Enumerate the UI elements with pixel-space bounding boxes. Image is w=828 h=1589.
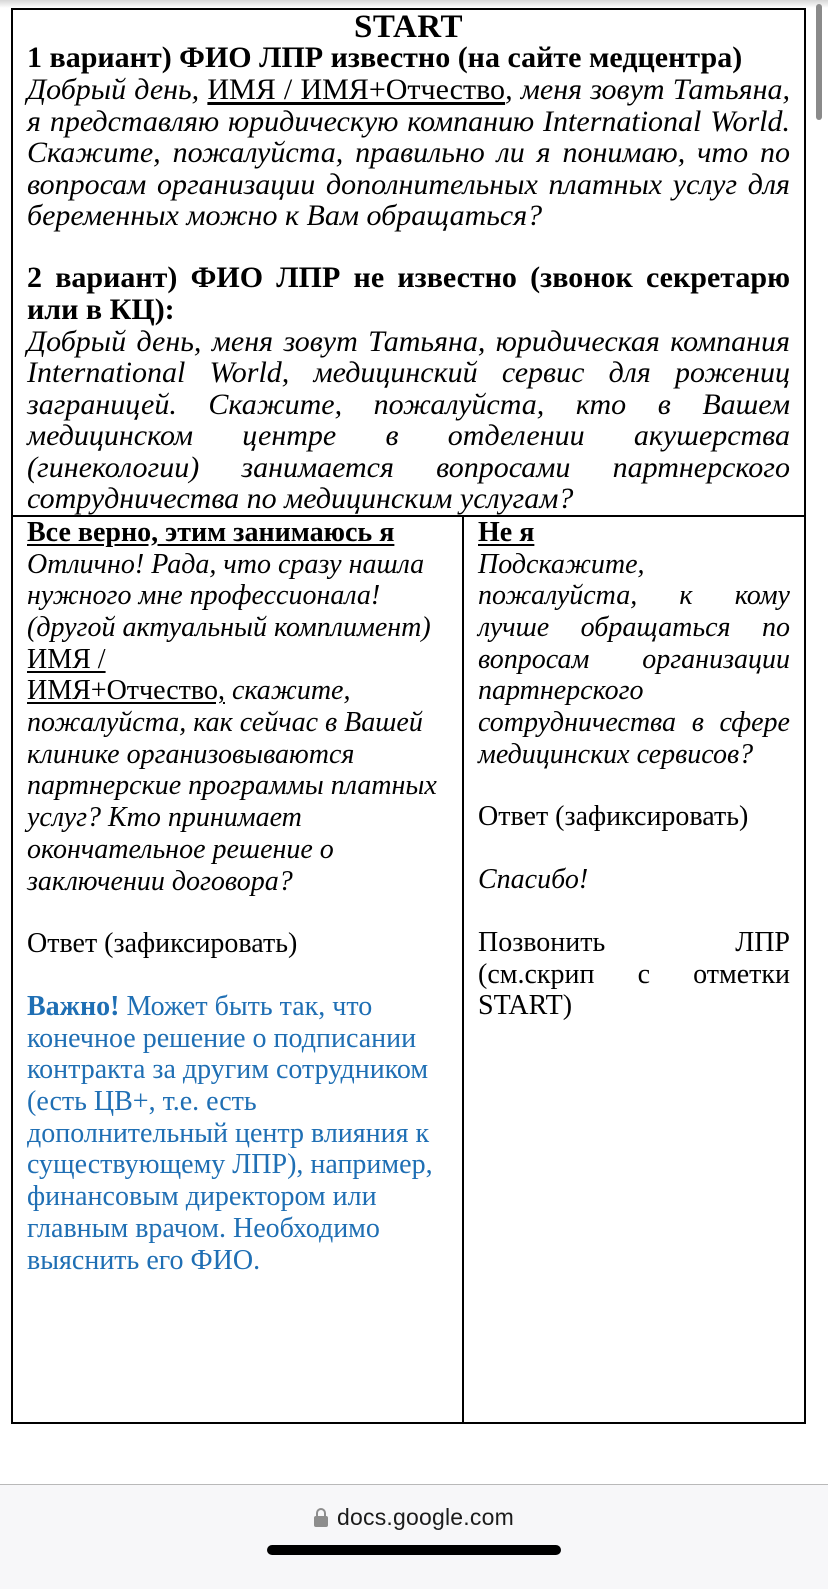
call-script-table [11, 8, 806, 1424]
spacer [478, 770, 790, 801]
spacer [478, 833, 790, 864]
variant1-name-placeholder: ИМЯ / ИМЯ+Отчество [207, 73, 506, 106]
variant1-greeting-rest: , меня зовут Татьяна, я представляю юридическую компанию International World. Скажите, пожалуйста, правильно ли я понимаю, что по вопросам организации дополнительных платных услуг для беременных можно к Вам обращаться? [27, 73, 790, 232]
home-indicator[interactable] [267, 1545, 561, 1555]
branch-yes-name-line2: ИМЯ+Отчество, [27, 675, 225, 707]
start-title: START [354, 9, 463, 45]
address-bar[interactable] [0, 1497, 828, 1537]
lock-icon [314, 1508, 328, 1527]
important-label: Важно! [27, 990, 120, 1022]
important-note [27, 991, 448, 1276]
branches-row [12, 516, 805, 1423]
branch-no-answer-note: Ответ (зафиксировать) [478, 801, 749, 833]
spacer [27, 960, 448, 991]
spacer [27, 897, 448, 928]
branch-no-cell [463, 516, 805, 1423]
intro-row [12, 9, 805, 516]
intro-cell [12, 9, 805, 516]
url-text[interactable]: docs.google.com [337, 1503, 514, 1530]
variant1-heading: 1 вариант) ФИО ЛПР известно (на сайте медцентра) [27, 41, 743, 74]
spacer [478, 1022, 790, 1422]
spacer [478, 896, 790, 927]
branch-yes-answer-note: Ответ (зафиксировать) [27, 928, 298, 960]
branch-yes-compliment: Отлично! Рада, что сразу нашла нужного мне профессионала! (другой актуальный комплимент) [27, 548, 431, 643]
variant2-script: Добрый день, меня зовут Татьяна, юридическая компания International World, медицинский сервис для рожениц заграницей. Скажите, пожалуйста, кто в Вашем медицинском центре в отделении акушерства (гинекологии) занимается вопросами партнерского сотрудничества по медицинским услугам? [27, 324, 790, 515]
spacer [27, 232, 790, 262]
branch-no-thanks: Спасибо! [478, 864, 589, 896]
browser-bottom-bar [0, 1484, 828, 1589]
branch-yes-question: скажите, пожалуйста, как сейчас в Вашей клинике организовываются партнерские программы платных услуг? Кто принимает окончательное решение о заключении договора? [27, 675, 437, 897]
vertical-scrollbar[interactable] [816, 4, 822, 120]
branch-no-next-step: Позвонить ЛПР (см.скрип с отметки START) [478, 926, 790, 1022]
important-text: Может быть так, что конечное решение о подписании контракта за другим сотрудником (есть ЦВ+, т.е. есть дополнительный центр влияния к существующему ЛПР), например, финансовым директором или главным врачом. Необходимо выяснить его ФИО. [27, 990, 433, 1276]
branch-yes-cell [12, 516, 463, 1423]
branch-yes-name-line1: ИМЯ / [27, 643, 106, 675]
variant1-greeting-prefix: Добрый день, [27, 73, 208, 106]
branch-yes-question-block [27, 644, 448, 898]
branch-yes-heading: Все верно, этим занимаюсь я [27, 516, 395, 548]
top-shadow [0, 0, 828, 8]
branch-no-heading: Не я [478, 516, 535, 548]
branch-no-question: Подскажите, пожалуйста, к кому лучше обращаться по вопросам организации партнерского сотрудничества в сфере медицинских сервисов? [478, 548, 790, 770]
variant1-script [27, 74, 790, 232]
variant2-heading: 2 вариант) ФИО ЛПР не известно (звонок секретарю или в КЦ): [27, 260, 790, 326]
